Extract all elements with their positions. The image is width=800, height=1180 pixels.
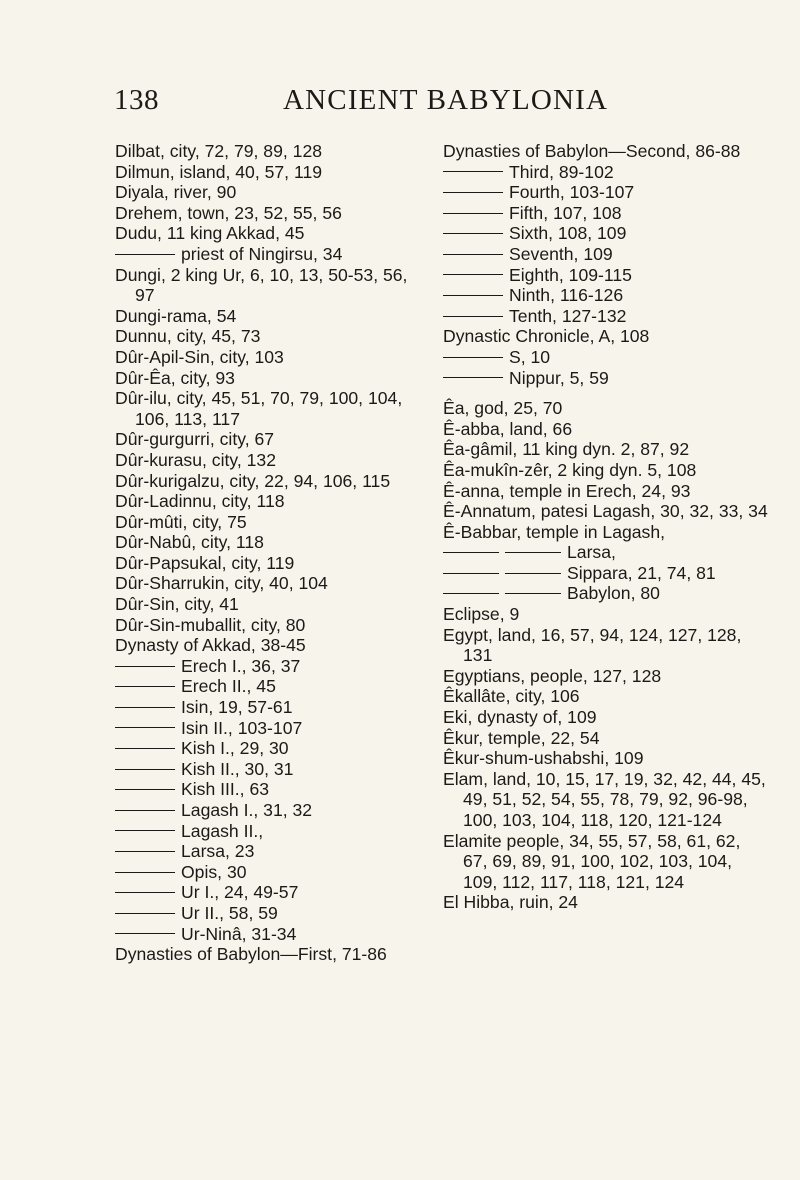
index-entry-text: Third, 89-102 xyxy=(509,161,614,182)
index-entry-text: Fourth, 103-107 xyxy=(509,182,635,203)
ditto-dash xyxy=(443,233,503,234)
index-entry xyxy=(115,800,415,821)
index-entry xyxy=(443,563,768,584)
ditto-dash xyxy=(115,707,175,708)
index-entry-text: Elam, land, 10, 15, 17, 19, 32, 42, 44, 45, 49, 51, 52, 54, 55, 78, 79, 92, 96-98, 100, 103, 104, 118, 120, 121-124 xyxy=(443,768,766,830)
index-entry-text: Egypt, land, 16, 57, 94, 124, 127, 128, 131 xyxy=(443,624,742,666)
index-entry-text: Eighth, 109-115 xyxy=(509,264,632,285)
index-entry xyxy=(443,522,768,543)
index-entry-text: Eclipse, 9 xyxy=(443,604,520,625)
index-entry xyxy=(115,244,415,265)
index-entry-text: Dûr-Papsukal, city, 119 xyxy=(115,552,295,573)
index-entry-text: Tenth, 127-132 xyxy=(509,305,627,326)
index-entry-text: Dûr-Apil-Sin, city, 103 xyxy=(115,346,284,367)
index-entry-text: Erech II., 45 xyxy=(181,676,276,697)
index-entry xyxy=(115,924,415,945)
index-entry-text: Dynastic Chronicle, A, 108 xyxy=(443,326,650,347)
ditto-dash xyxy=(115,727,175,728)
index-entry xyxy=(443,306,768,327)
index-entry-text: Dungi, 2 king Ur, 6, 10, 13, 50-53, 56, 97 xyxy=(115,264,408,306)
page-number: 138 xyxy=(114,84,159,116)
index-entry-text: Eki, dynasty of, 109 xyxy=(443,707,597,728)
index-entry-text: Kish III., 63 xyxy=(181,779,270,800)
index-entry xyxy=(115,162,415,183)
ditto-dash xyxy=(115,830,175,831)
index-entry xyxy=(443,625,768,666)
ditto-dash xyxy=(115,810,175,811)
index-entry xyxy=(443,265,768,286)
index-entry-text: Erech I., 36, 37 xyxy=(181,655,301,676)
index-entry-text: Lagash II., xyxy=(181,820,264,841)
ditto-dash xyxy=(115,769,175,770)
index-entry xyxy=(115,594,415,615)
index-entry-text: Dynasties of Babylon—Second, 86-88 xyxy=(443,141,741,161)
ditto-dash xyxy=(443,357,503,358)
index-entry-text: Dûr-ilu, city, 45, 51, 70, 79, 100, 104, 106, 113, 117 xyxy=(115,388,403,429)
index-entry xyxy=(115,347,415,368)
ditto-dash xyxy=(115,913,175,914)
index-entry xyxy=(115,635,415,656)
ditto-dash xyxy=(115,686,175,687)
ditto-dash xyxy=(115,872,175,873)
index-entry xyxy=(443,460,768,481)
index-entry-text: Dûr-Sin-muballit, city, 80 xyxy=(115,614,306,635)
ditto-dash xyxy=(443,171,503,172)
index-entry-text: Dûr-Sharrukin, city, 40, 104 xyxy=(115,573,328,594)
index-entry xyxy=(115,368,415,389)
index-entry xyxy=(115,306,415,327)
ditto-dash xyxy=(443,573,499,574)
index-entry xyxy=(115,223,415,244)
index-entry xyxy=(443,501,768,522)
ditto-dash xyxy=(505,593,561,594)
index-entry xyxy=(443,347,768,368)
ditto-dash xyxy=(443,274,503,275)
index-entry-text: Isin II., 103-107 xyxy=(181,717,303,738)
index-entry-text: Ê-Annatum, patesi Lagash, 30, 32, 33, 34 xyxy=(443,501,768,522)
index-entry xyxy=(443,162,768,183)
ditto-dash xyxy=(115,892,175,893)
index-entry-text: Êa-gâmil, 11 king dyn. 2, 87, 92 xyxy=(443,439,690,460)
index-entry xyxy=(115,429,415,450)
index-entry xyxy=(115,759,415,780)
index-entry xyxy=(115,718,415,739)
index-entry-text: Ur II., 58, 59 xyxy=(181,902,278,923)
index-entry-text: Isin, 19, 57-61 xyxy=(181,697,293,718)
index-entry-text: El Hibba, ruin, 24 xyxy=(443,892,578,913)
index-entry xyxy=(115,821,415,842)
ditto-dash xyxy=(443,213,503,214)
index-entry-text: Dunnu, city, 45, 73 xyxy=(115,326,261,347)
index-entry-text: Dûr-mûti, city, 75 xyxy=(115,511,247,532)
ditto-dash xyxy=(505,552,561,553)
index-entry-text: Ê-anna, temple in Erech, 24, 93 xyxy=(443,480,691,501)
index-entry xyxy=(443,439,768,460)
index-entry-text: Kish II., 30, 31 xyxy=(181,758,294,779)
index-entry-text: Seventh, 109 xyxy=(509,243,613,264)
index-entry xyxy=(115,512,415,533)
index-entry xyxy=(115,738,415,759)
index-entry-text: Dûr-Sin, city, 41 xyxy=(115,594,239,615)
page-header xyxy=(0,84,800,124)
index-entry-text: Dynasties of Babylon—First, 71-86 xyxy=(115,944,387,965)
index-entry xyxy=(115,471,415,492)
index-entry xyxy=(443,769,768,831)
index-entry xyxy=(443,398,768,419)
index-entry xyxy=(443,892,768,913)
index-entry xyxy=(115,944,415,965)
index-entry-text: Êkallâte, city, 106 xyxy=(443,686,580,707)
index-entry xyxy=(443,604,768,625)
ditto-dash xyxy=(115,933,175,934)
index-entry-text: Drehem, town, 23, 52, 55, 56 xyxy=(115,202,342,223)
index-entry xyxy=(443,481,768,502)
index-entry xyxy=(443,831,768,893)
index-entry xyxy=(443,326,768,347)
index-entry xyxy=(115,326,415,347)
ditto-dash xyxy=(443,192,503,193)
index-entry-text: Ninth, 116-126 xyxy=(509,285,624,306)
index-entry xyxy=(115,779,415,800)
index-entry-text: Dungi-rama, 54 xyxy=(115,305,237,326)
index-entry-text: Êkur-shum-ushabshi, 109 xyxy=(443,748,644,769)
index-entry xyxy=(115,450,415,471)
index-entry xyxy=(115,862,415,883)
index-gap xyxy=(443,388,768,398)
index-entry xyxy=(115,841,415,862)
ditto-dash xyxy=(115,789,175,790)
index-entry xyxy=(443,748,768,769)
index-entry-text: Babylon, 80 xyxy=(567,583,660,604)
index-entry xyxy=(115,532,415,553)
index-entry-text: Larsa, 23 xyxy=(181,841,255,862)
index-entry xyxy=(115,676,415,697)
index-entry-text: Êa-mukîn-zêr, 2 king dyn. 5, 108 xyxy=(443,459,697,480)
index-entry-text: Dûr-kurasu, city, 132 xyxy=(115,449,277,470)
ditto-dash xyxy=(115,666,175,667)
index-column-left xyxy=(115,141,415,965)
index-entry xyxy=(443,419,768,440)
ditto-dash xyxy=(443,377,503,378)
index-entry xyxy=(115,882,415,903)
index-entry-text: Dynasty of Akkad, 38-45 xyxy=(115,635,306,656)
index-entry-text: Dûr-gurgurri, city, 67 xyxy=(115,429,275,450)
index-entry-text: Ur-Ninâ, 31-34 xyxy=(181,923,297,944)
index-entry-text: Dudu, 11 king Akkad, 45 xyxy=(115,223,305,244)
index-entry xyxy=(443,244,768,265)
index-entry xyxy=(443,141,768,162)
index-entry xyxy=(443,203,768,224)
index-entry-text: Nippur, 5, 59 xyxy=(509,367,609,388)
ditto-dash xyxy=(443,316,503,317)
index-entry-text: Dilmun, island, 40, 57, 119 xyxy=(115,161,323,182)
index-entry-text: Dilbat, city, 72, 79, 89, 128 xyxy=(115,141,323,161)
index-entry xyxy=(443,707,768,728)
index-entry-text: Sippara, 21, 74, 81 xyxy=(567,562,716,583)
index-entry xyxy=(443,285,768,306)
index-entry-text: Êa, god, 25, 70 xyxy=(443,398,563,419)
index-entry xyxy=(115,182,415,203)
index-entry xyxy=(443,686,768,707)
index-entry xyxy=(115,491,415,512)
index-entry-text: Dûr-Nabû, city, 118 xyxy=(115,532,264,553)
index-entry-text: Dûr-kurigalzu, city, 22, 94, 106, 115 xyxy=(115,470,391,491)
ditto-dash xyxy=(115,748,175,749)
index-entry-text: Sixth, 108, 109 xyxy=(509,223,627,244)
index-entry xyxy=(115,656,415,677)
index-entry xyxy=(115,203,415,224)
index-entry-text: Elamite people, 34, 55, 57, 58, 61, 62, 67, 69, 89, 91, 100, 102, 103, 104, 109, 112, 117, 118, 121, 124 xyxy=(443,830,741,892)
ditto-dash xyxy=(505,573,561,574)
index-entry-text: Kish I., 29, 30 xyxy=(181,738,289,759)
index-entry xyxy=(115,141,415,162)
index-entry xyxy=(115,903,415,924)
ditto-dash xyxy=(115,851,175,852)
index-entry-text: priest of Ningirsu, 34 xyxy=(181,243,343,264)
index-entry-text: Opis, 30 xyxy=(181,861,247,882)
index-entry xyxy=(443,583,768,604)
index-entry xyxy=(443,223,768,244)
index-entry xyxy=(443,182,768,203)
index-entry-text: Larsa, xyxy=(567,542,616,563)
index-entry xyxy=(443,666,768,687)
ditto-dash xyxy=(443,295,503,296)
index-entry-text: Dûr-Ladinnu, city, 118 xyxy=(115,491,285,512)
index-entry xyxy=(115,697,415,718)
index-column-right xyxy=(443,141,768,913)
index-entry xyxy=(443,542,768,563)
index-entry xyxy=(115,388,415,429)
index-entry xyxy=(443,368,768,389)
index-entry-text: S, 10 xyxy=(509,346,551,367)
index-entry xyxy=(115,573,415,594)
index-entry xyxy=(115,553,415,574)
ditto-dash xyxy=(443,254,503,255)
index-entry xyxy=(115,615,415,636)
ditto-dash xyxy=(443,552,499,553)
index-entry xyxy=(115,265,415,306)
index-entry-text: Dûr-Êa, city, 93 xyxy=(115,367,235,388)
ditto-dash xyxy=(115,254,175,255)
index-entry-text: Êkur, temple, 22, 54 xyxy=(443,727,600,748)
index-entry-text: Ê-Babbar, temple in Lagash, xyxy=(443,521,666,542)
running-head: ANCIENT BABYLONIA xyxy=(283,84,609,116)
index-entry-text: Ê-abba, land, 66 xyxy=(443,418,573,439)
index-entry-text: Ur I., 24, 49-57 xyxy=(181,882,299,903)
index-entry-text: Fifth, 107, 108 xyxy=(509,202,622,223)
index-entry-text: Egyptians, people, 127, 128 xyxy=(443,665,662,686)
index-entry xyxy=(443,728,768,749)
index-entry-text: Diyala, river, 90 xyxy=(115,182,237,203)
index-entry-text: Lagash I., 31, 32 xyxy=(181,800,313,820)
ditto-dash xyxy=(443,593,499,594)
